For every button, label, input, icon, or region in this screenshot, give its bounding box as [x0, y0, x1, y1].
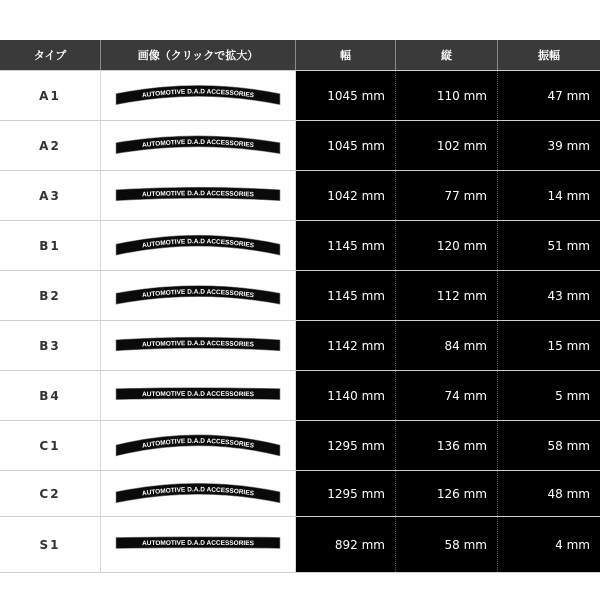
width-cell: 1295 mm [296, 421, 396, 470]
type-cell: B2 [0, 271, 101, 320]
svg-text:AUTOMOTIVE D.A.D ACCESSORIES: AUTOMOTIVE D.A.D ACCESSORIES [142, 390, 254, 398]
amplitude-cell: 39 mm [498, 121, 600, 170]
header-image: 画像（クリックで拡大） [101, 40, 296, 70]
decal-strip [114, 432, 282, 460]
svg-text:AUTOMOTIVE D.A.D ACCESSORIES: AUTOMOTIVE D.A.D ACCESSORIES [141, 189, 255, 198]
table-row [0, 516, 600, 573]
sticker-image-link[interactable] [101, 171, 296, 220]
height-cell: 136 mm [396, 421, 498, 470]
width-cell: 1045 mm [296, 121, 396, 170]
amplitude-cell: 15 mm [498, 321, 600, 370]
height-cell: 120 mm [396, 221, 498, 270]
height-cell: 58 mm [396, 517, 498, 572]
decal-strip [114, 82, 282, 110]
width-cell: 1042 mm [296, 171, 396, 220]
width-cell: 1295 mm [296, 471, 396, 516]
type-cell: A2 [0, 121, 101, 170]
height-cell: 77 mm [396, 171, 498, 220]
table-header [0, 40, 600, 70]
decal-strip [114, 132, 282, 160]
sticker-image-link[interactable] [101, 421, 296, 470]
svg-text:AUTOMOTIVE D.A.D ACCESSORIES: AUTOMOTIVE D.A.D ACCESSORIES [141, 437, 255, 450]
type-cell: A1 [0, 71, 101, 120]
amplitude-cell: 43 mm [498, 271, 600, 320]
table-row [0, 70, 600, 120]
header-width: 幅 [296, 40, 396, 70]
decal-strip [114, 182, 282, 210]
width-cell: 1145 mm [296, 271, 396, 320]
svg-text:AUTOMOTIVE D.A.D ACCESSORIES: AUTOMOTIVE D.A.D ACCESSORIES [141, 339, 255, 348]
decal-strip [114, 232, 282, 260]
decal-strip [114, 531, 282, 559]
table-body [0, 70, 600, 573]
width-cell: 1140 mm [296, 371, 396, 420]
type-cell: B4 [0, 371, 101, 420]
height-cell: 84 mm [396, 321, 498, 370]
table-row [0, 320, 600, 370]
table-row [0, 270, 600, 320]
amplitude-cell: 48 mm [498, 471, 600, 516]
table-row [0, 120, 600, 170]
table-row [0, 470, 600, 516]
header-amplitude: 振幅 [538, 49, 560, 62]
svg-text:AUTOMOTIVE D.A.D ACCESSORIES: AUTOMOTIVE D.A.D ACCESSORIES [141, 237, 255, 250]
header-height: 縦 [396, 40, 498, 70]
decal-strip [114, 480, 282, 508]
height-cell: 112 mm [396, 271, 498, 320]
decal-strip [114, 282, 282, 310]
sticker-image-link[interactable] [101, 517, 296, 572]
width-cell: 1145 mm [296, 221, 396, 270]
type-cell: B3 [0, 321, 101, 370]
amplitude-cell: 47 mm [498, 71, 600, 120]
type-cell: B1 [0, 221, 101, 270]
table-row [0, 220, 600, 270]
sticker-image-link[interactable] [101, 121, 296, 170]
sticker-image-link[interactable] [101, 471, 296, 516]
svg-text:AUTOMOTIVE D.A.D ACCESSORIES: AUTOMOTIVE D.A.D ACCESSORIES [141, 87, 255, 99]
type-cell: C1 [0, 421, 101, 470]
sticker-image-link[interactable] [101, 321, 296, 370]
width-cell: 1142 mm [296, 321, 396, 370]
width-cell: 892 mm [296, 517, 396, 572]
table-row [0, 420, 600, 470]
width-cell: 1045 mm [296, 71, 396, 120]
decal-strip [114, 332, 282, 360]
height-cell: 74 mm [396, 371, 498, 420]
amplitude-cell: 58 mm [498, 421, 600, 470]
sticker-image-link[interactable] [101, 221, 296, 270]
type-cell: C2 [0, 471, 101, 516]
spec-table [0, 40, 600, 573]
amplitude-cell: 51 mm [498, 221, 600, 270]
height-cell: 110 mm [396, 71, 498, 120]
amplitude-cell: 14 mm [498, 171, 600, 220]
type-cell: A3 [0, 171, 101, 220]
height-cell: 102 mm [396, 121, 498, 170]
amplitude-cell: 5 mm [498, 371, 600, 420]
svg-text:AUTOMOTIVE D.A.D ACCESSORIES: AUTOMOTIVE D.A.D ACCESSORIES [142, 539, 254, 547]
table-row [0, 170, 600, 220]
decal-strip [114, 382, 282, 410]
height-cell: 126 mm [396, 471, 498, 516]
header-type: タイプ [0, 40, 101, 70]
amplitude-cell: 4 mm [498, 517, 600, 572]
sticker-image-link[interactable] [101, 71, 296, 120]
sticker-image-link[interactable] [101, 271, 296, 320]
svg-text:AUTOMOTIVE D.A.D ACCESSORIES: AUTOMOTIVE D.A.D ACCESSORIES [141, 485, 255, 497]
table-row [0, 370, 600, 420]
svg-text:AUTOMOTIVE D.A.D ACCESSORIES: AUTOMOTIVE D.A.D ACCESSORIES [141, 288, 255, 299]
type-cell: S1 [0, 517, 101, 572]
svg-text:AUTOMOTIVE D.A.D ACCESSORIES: AUTOMOTIVE D.A.D ACCESSORIES [141, 138, 255, 149]
sticker-image-link[interactable] [101, 371, 296, 420]
